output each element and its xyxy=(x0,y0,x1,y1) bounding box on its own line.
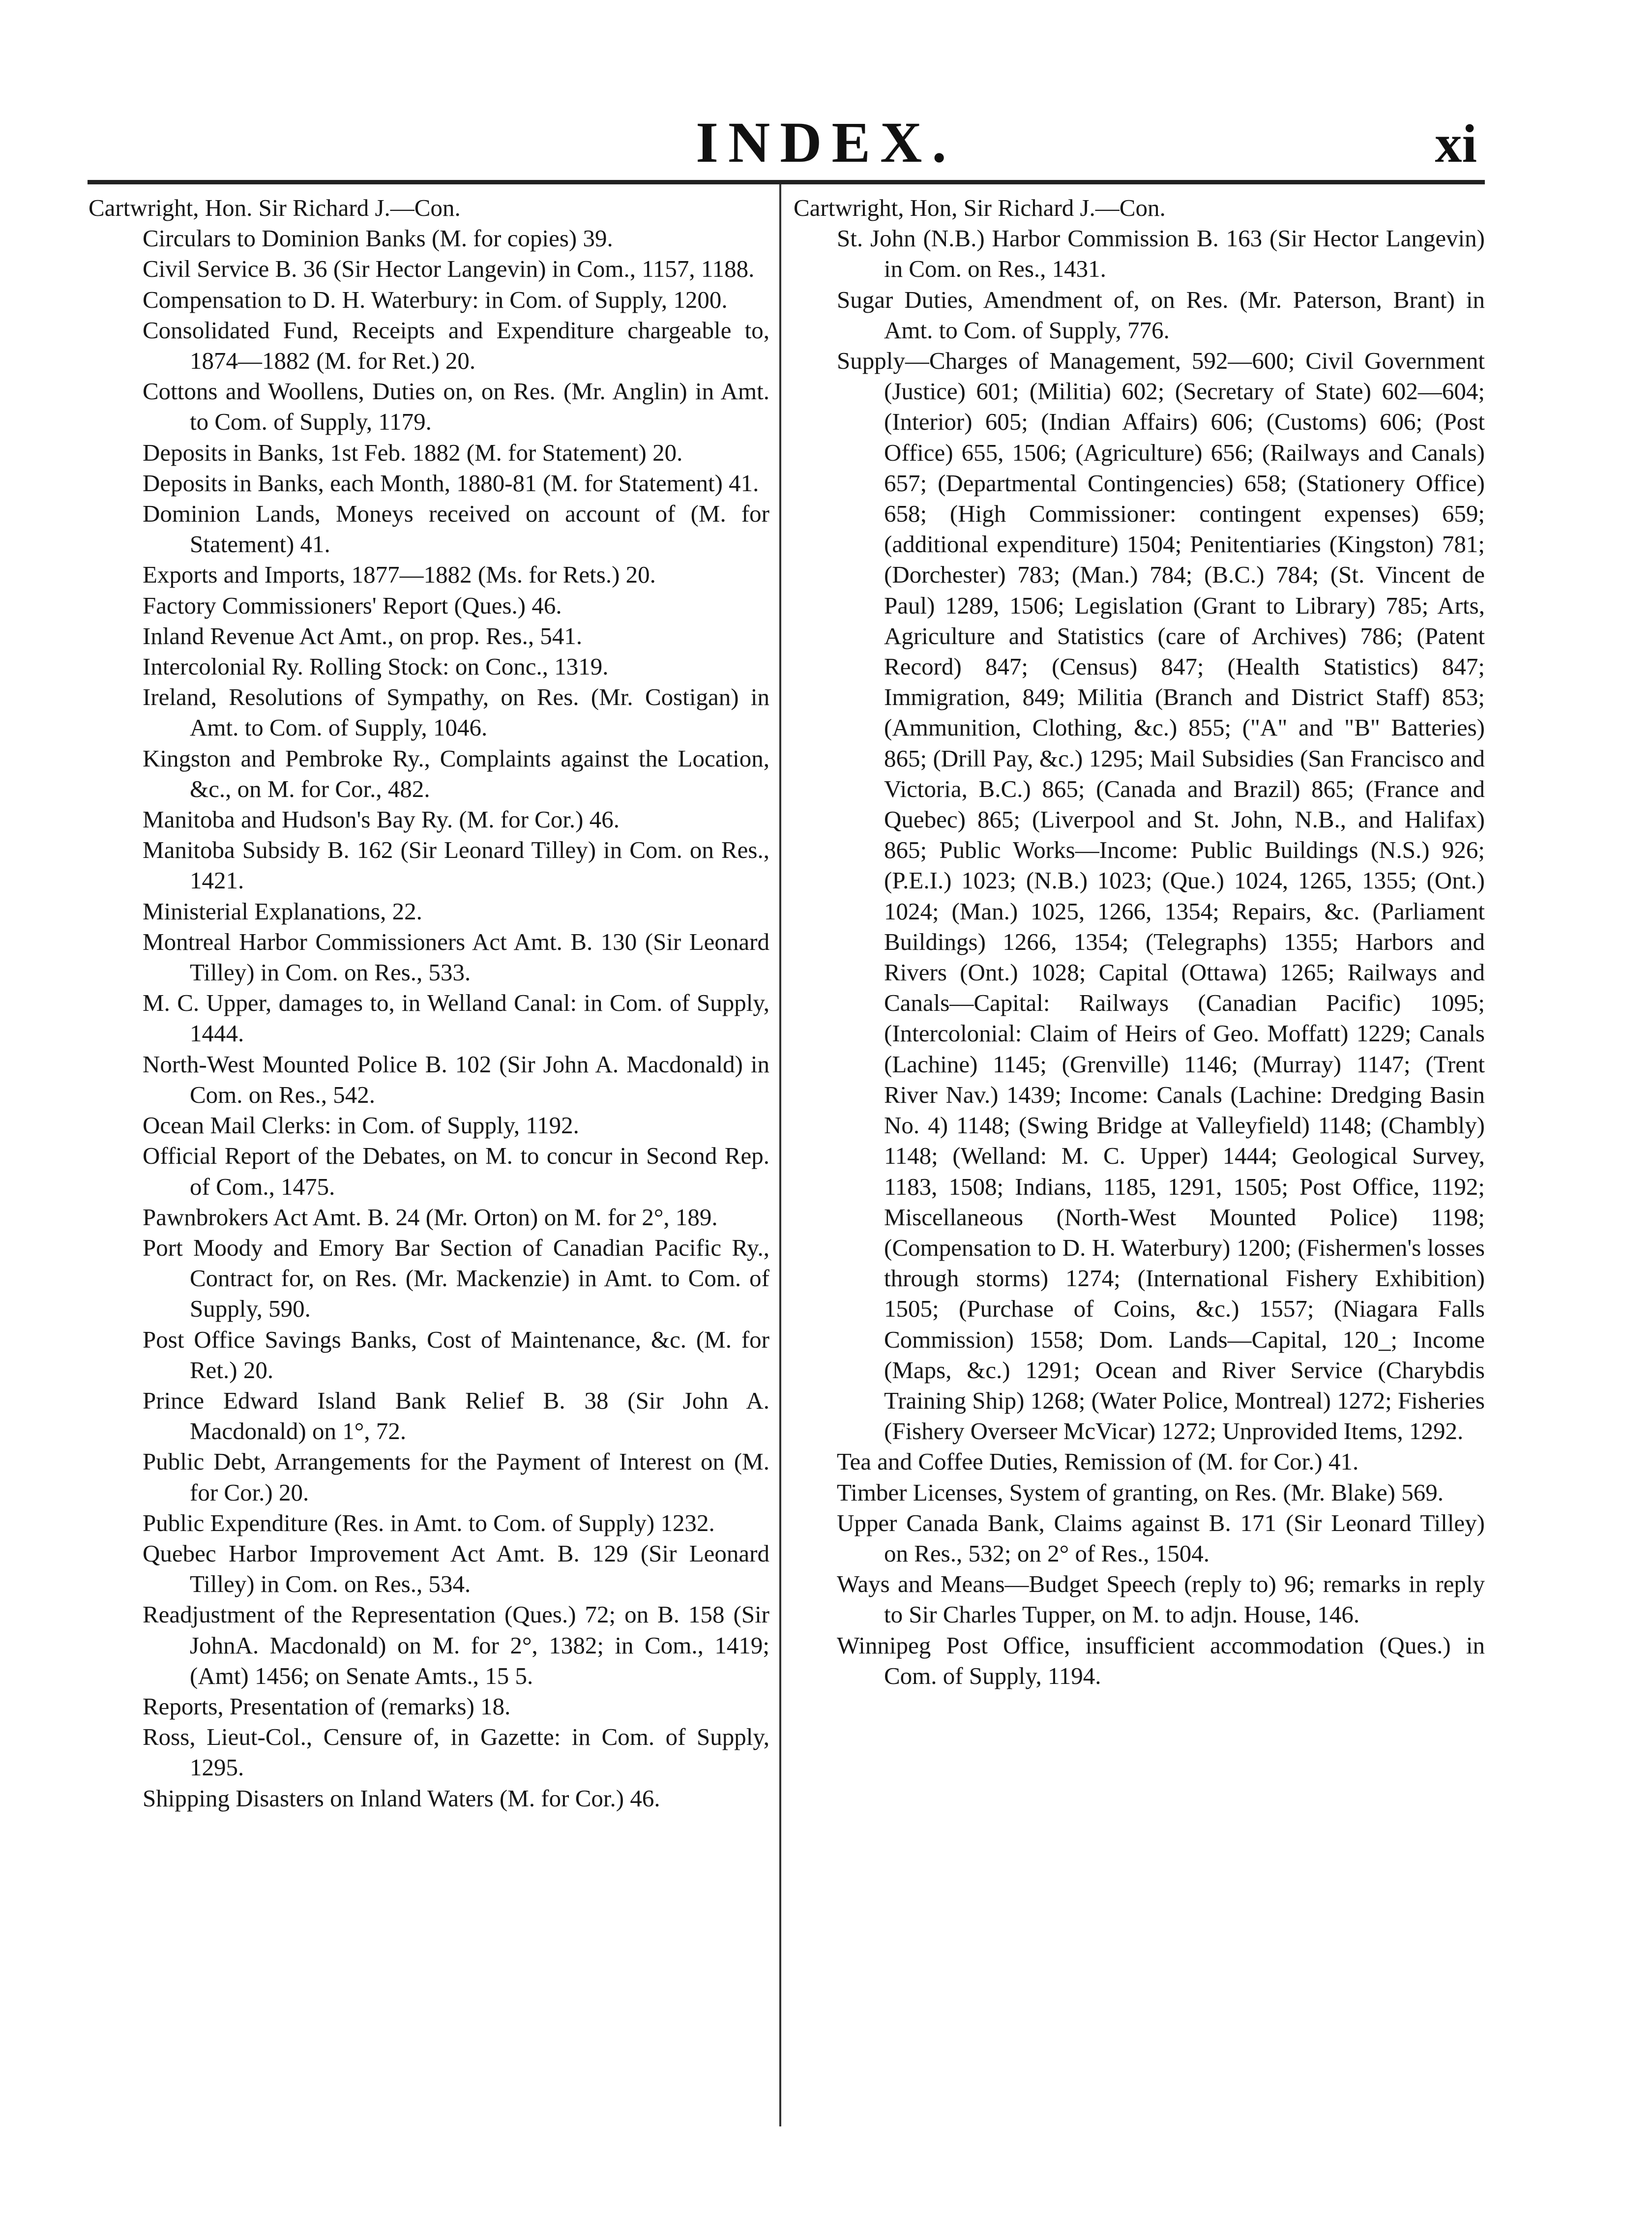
index-entry: Deposits in Banks, 1st Feb. 1882 (M. for Statement) 20. xyxy=(143,439,683,466)
index-entry: Post Office Savings Banks, Cost of Maintenance, &c. (M. for Ret.) 20. xyxy=(143,1326,769,1384)
index-entry: Port Moody and Emory Bar Section of Canadian Pacific Ry., Contract for, on Res. (Mr. Mackenzie) in Amt. to Com. of Supply, 590. xyxy=(143,1234,769,1323)
index-entry: Cottons and Woollens, Duties on, on Res. (Mr. Anglin) in Amt. to Com. of Supply, 1179. xyxy=(143,378,769,436)
index-entry: Official Report of the Debates, on M. to concur in Second Rep. of Com., 1475. xyxy=(143,1142,769,1200)
index-entry: Quebec Harbor Improvement Act Amt. B. 129 (Sir Leonard Tilley) in Com. on Res., 534. xyxy=(143,1539,769,1598)
index-entry: Compensation to D. H. Waterbury: in Com. of Supply, 1200. xyxy=(143,286,728,313)
index-entry: Circulars to Dominion Banks (M. for copies) 39. xyxy=(143,225,613,252)
index-entry: Ministerial Explanations, 22. xyxy=(143,897,422,925)
index-entry: Timber Licenses, System of granting, on Res. (Mr. Blake) 569. xyxy=(837,1478,1444,1506)
index-entry: Ross, Lieut-Col., Censure of, in Gazette: in Com. of Supply, 1295. xyxy=(143,1723,769,1781)
index-entry: Ways and Means—Budget Speech (reply to) 96; remarks in reply to Sir Charles Tupper, on M. to adjn. House, 146. xyxy=(837,1570,1485,1628)
index-entry-supply: Supply—Charges of Management, 592—600; Civil Government (Justice) 601; (Militia) 602; (Secretary of State) 602—604; (Interior) 605; (Indian Affairs) 606; (Customs) 606; (Post Office) 655, 1506; (Agriculture) 656; (Railways and Canals) 657; (Departmental Contingencies) 658; (Stationery Office) 658; (High Commissioner: contingent expenses) 659; (additional expenditure) 1504; Penitentiaries (Kingston) 781; (Dorchester) 783; (Man.) 784; (B.C.) 784; (St. Vincent de Paul) 1289, 1506; Legislation (Grant to Library) 785; Arts, Agriculture and Statistics (care of Archives) 786; (Patent Record) 847; (Census) 847; (Health Statistics) 847; Immigration, 849; Militia (Branch and District Staff) 853; (Ammunition, Clothing, &c.) 855; ("A" and "B" Batteries) 865; (Drill Pay, &c.) 1295; Mail Subsidies (San Francisco and Victoria, B.C.) 865; (Canada and Brazil) 865; (France and Quebec) 865; (Liverpool and St. John, N.B., and Halifax) 865; Public Works—Income: Public Buildings (N.S.) 926; (P.E.I.) 1023; (N.B.) 1023; (Que.) 1024, 1265, 1355; (Ont.) 1024; (Man.) 1025, 1266, 1354; Repairs, &c. (Parliament Buildings) 1266, 1354; (Telegraphs) 1355; Harbors and Rivers (Ont.) 1028; Capital (Ottawa) 1265; Railways and Canals—Capital: Railways (Canadian Pacific) 1095; (Intercolonial: Claim of Heirs of Geo. Moffatt) 1229; Canals (Lachine) 1145; (Grenville) 1146; (Murray) 1147; (Trent River Nav.) 1439; Income: Canals (Lachine: Dredging Basin No. 4) 1148; (Swing Bridge at Valleyfield) 1148; (Chambly) 1148; (Welland: M. C. Upper) 1444; Geological Survey, 1183, 1508; Indians, 1185, 1291, 1505; Post Office, 1192; Miscellaneous (North-West Mounted Police) 1198; (Compensation to D. H. Waterbury) 1200; (Fishermen's losses through storms) 1274; (International Fishery Exhibition) 1505; (Purchase of Coins, &c.) 1557; (Niagara Falls Commission) 1558; Dom. Lands—Capital, 120_; Income (Maps, &c.) 1291; Ocean and River Service (Charybdis Training Ship) 1268; (Water Police, Montreal) 1272; Fisheries (Fishery Overseer McVicar) 1272; Unprovided Items, 1292. xyxy=(837,347,1485,1445)
index-entry: Prince Edward Island Bank Relief B. 38 (Sir John A. Macdonald) on 1°, 72. xyxy=(143,1386,769,1445)
index-entry: Reports, Presentation of (remarks) 18. xyxy=(143,1692,511,1720)
index-entry: Inland Revenue Act Amt., on prop. Res., 541. xyxy=(143,622,583,649)
index-entry: Ocean Mail Clerks: in Com. of Supply, 1192. xyxy=(143,1112,579,1139)
header-rule xyxy=(88,180,1485,184)
index-entry: Ireland, Resolutions of Sympathy, on Res. (Mr. Costigan) in Amt. to Com. of Supply, 1046. xyxy=(143,683,769,741)
index-entry: Exports and Imports, 1877—1882 (Ms. for Rets.) 20. xyxy=(143,561,656,589)
index-entry: Tea and Coffee Duties, Remission of (M. for Cor.) 41. xyxy=(837,1448,1359,1475)
index-entry: Manitoba and Hudson's Bay Ry. (M. for Cor.) 46. xyxy=(143,806,620,833)
index-entry: Kingston and Pembroke Ry., Complaints against the Location, &c., on M. for Cor., 482. xyxy=(143,744,769,802)
index-entry: Manitoba Subsidy B. 162 (Sir Leonard Tilley) in Com. on Res., 1421. xyxy=(143,836,769,894)
index-entry: Public Expenditure (Res. in Amt. to Com. of Supply) 1232. xyxy=(143,1509,715,1536)
right-column-heading: Cartwright, Hon, Sir Richard J.—Con. xyxy=(794,194,1166,221)
left-column xyxy=(88,193,769,1814)
index-entry: Upper Canada Bank, Claims against B. 171 (Sir Leonard Tilley) on Res., 532; on 2° of Res., 1504. xyxy=(837,1509,1485,1567)
index-entry: Factory Commissioners' Report (Ques.) 46. xyxy=(143,591,562,619)
index-entry: Readjustment of the Representation (Ques.) 72; on B. 158 (Sir JohnA. Macdonald) on M. for 2°, 1382; in Com., 1419; (Amt) 1456; on Senate Amts., 15 5. xyxy=(143,1601,769,1689)
left-column-heading: Cartwright, Hon. Sir Richard J.—Con. xyxy=(88,194,461,221)
index-entry: Intercolonial Ry. Rolling Stock: on Conc., 1319. xyxy=(143,653,609,680)
index-entry: Montreal Harbor Commissioners Act Amt. B. 130 (Sir Leonard Tilley) in Com. on Res., 533. xyxy=(143,928,769,986)
index-entry: Sugar Duties, Amendment of, on Res. (Mr. Paterson, Brant) in Amt. to Com. of Supply, 776. xyxy=(837,286,1485,344)
index-entry: Dominion Lands, Moneys received on account of (M. for Statement) 41. xyxy=(143,500,769,558)
page-title: INDEX. xyxy=(696,110,956,175)
index-entry: Civil Service B. 36 (Sir Hector Langevin) in Com., 1157, 1188. xyxy=(143,255,755,283)
index-entry: Public Debt, Arrangements for the Payment of Interest on (M. for Cor.) 20. xyxy=(143,1448,769,1506)
index-entry: North-West Mounted Police B. 102 (Sir John A. Macdonald) in Com. on Res., 542. xyxy=(143,1050,769,1108)
index-entry: M. C. Upper, damages to, in Welland Canal: in Com. of Supply, 1444. xyxy=(143,989,769,1047)
index-entry: Consolidated Fund, Receipts and Expenditure chargeable to, 1874—1882 (M. for Ret.) 20. xyxy=(143,316,769,375)
page-number: xi xyxy=(1435,114,1477,174)
index-entry: St. John (N.B.) Harbor Commission B. 163 (Sir Hector Langevin) in Com. on Res., 1431. xyxy=(837,225,1485,283)
column-divider xyxy=(779,184,781,2126)
index-entry: Shipping Disasters on Inland Waters (M. for Cor.) 46. xyxy=(143,1784,660,1812)
index-entry: Winnipeg Post Office, insufficient accommodation (Ques.) in Com. of Supply, 1194. xyxy=(837,1631,1485,1689)
right-column xyxy=(794,193,1485,1691)
index-entry: Deposits in Banks, each Month, 1880-81 (M. for Statement) 41. xyxy=(143,469,759,497)
index-entry: Pawnbrokers Act Amt. B. 24 (Mr. Orton) on M. for 2°, 189. xyxy=(143,1203,718,1231)
